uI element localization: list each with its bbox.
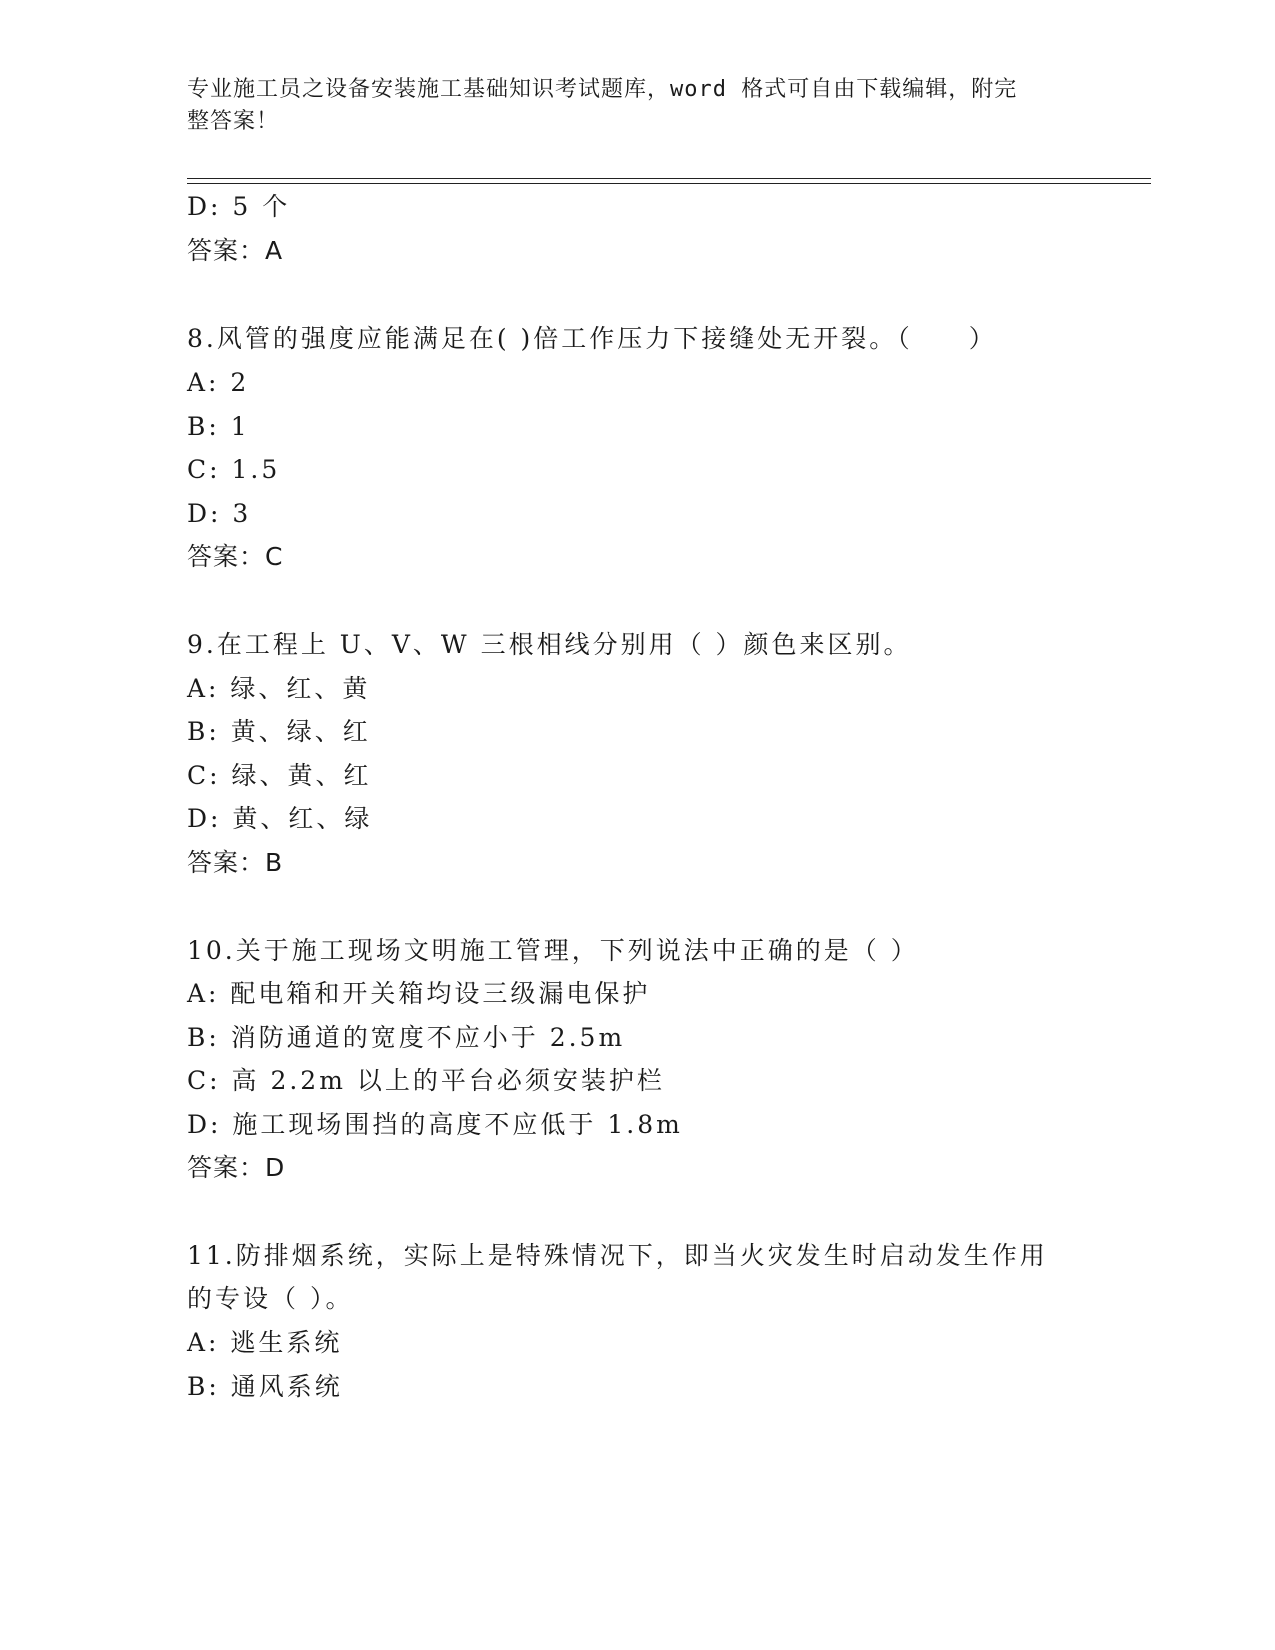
- question-8-option-a: A: 2: [187, 368, 250, 397]
- question-9-answer: 答案：B: [187, 848, 284, 877]
- question-8-option-b: B: 1: [187, 412, 250, 441]
- question-9-stem: 9.在工程上 U、V、W 三根相线分别用（ ）颜色来区别。: [187, 630, 912, 659]
- question-10-option-a: A: 配电箱和开关箱均设三级漏电保护: [187, 979, 651, 1008]
- question-8-answer: 答案：C: [187, 542, 284, 571]
- question-9-option-c: C: 绿、黄、红: [187, 761, 372, 790]
- question-10-answer: 答案：D: [187, 1153, 286, 1182]
- document-header: [187, 74, 1067, 138]
- question-9-option-b: B: 黄、绿、红: [187, 717, 371, 746]
- question-11-stem-line-1: 11.防排烟系统，实际上是特殊情况下，即当火灾发生时启动发生作用: [187, 1241, 1048, 1270]
- question-9-option-a: A: 绿、红、黄: [187, 674, 371, 703]
- answer-prev: 答案：A: [187, 236, 284, 265]
- question-11-option-a: A: 逃生系统: [187, 1328, 343, 1357]
- option-d-prev: D: 5 个: [187, 192, 291, 221]
- question-8-option-d: D: 3: [187, 499, 252, 528]
- question-9-option-d: D: 黄、红、绿: [187, 804, 373, 833]
- question-8-option-c: C: 1.5: [187, 455, 281, 484]
- question-10-option-c: C: 高 2.2m 以上的平台必须安装护栏: [187, 1066, 665, 1095]
- question-8-stem: 8.风管的强度应能满足在( )倍工作压力下接缝处无开裂。（ ）: [187, 324, 997, 353]
- question-10-option-d: D: 施工现场围挡的高度不应低于 1.8m: [187, 1110, 683, 1139]
- header-line-1: 专业施工员之设备安装施工基础知识考试题库，word 格式可自由下载编辑，附完: [187, 77, 1018, 102]
- question-10-stem: 10.关于施工现场文明施工管理，下列说法中正确的是（ ）: [187, 936, 919, 965]
- question-10-option-b: B: 消防通道的宽度不应小于 2.5m: [187, 1023, 626, 1052]
- header-divider-top: [187, 178, 1151, 179]
- question-11-option-b: B: 通风系统: [187, 1372, 343, 1401]
- question-11-stem-line-2: 的专设（ ）。: [187, 1284, 354, 1313]
- header-line-2: 整答案！: [187, 109, 280, 134]
- header-divider-bottom: [187, 183, 1151, 184]
